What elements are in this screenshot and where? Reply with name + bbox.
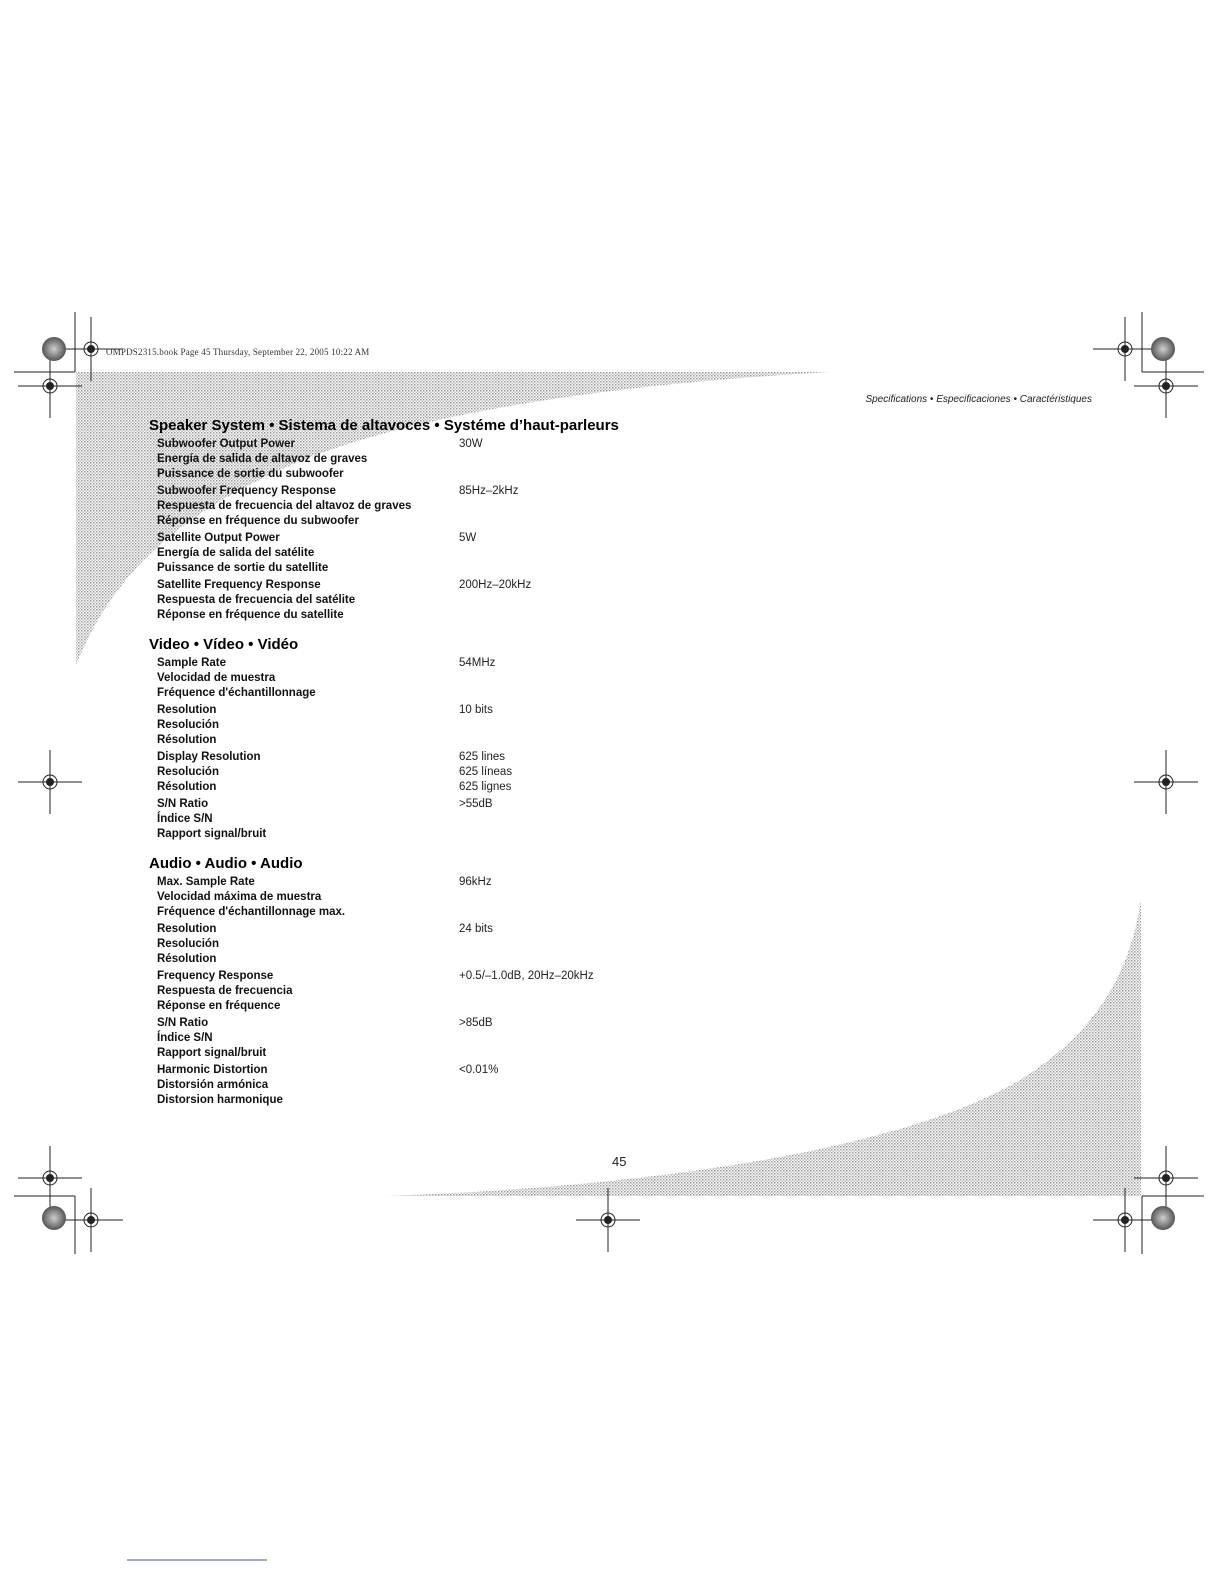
spec-label: Distorsión armónica: [157, 1079, 269, 1091]
spec-label: Puissance de sortie du subwoofer: [157, 468, 344, 480]
spec-label: Velocidad máxima de muestra: [157, 891, 322, 903]
spec-label: Display Resolution: [157, 751, 261, 763]
spec-value: <0.01%: [459, 1064, 499, 1076]
spec-value: 5W: [459, 532, 477, 544]
spec-value: 30W: [459, 438, 483, 450]
spec-label: Respuesta de frecuencia: [157, 985, 293, 997]
spec-label: Energía de salida de altavoz de graves: [157, 453, 368, 465]
spec-label: Résolution: [157, 781, 217, 793]
spec-label: Satellite Output Power: [157, 532, 280, 544]
spec-value: 54MHz: [459, 657, 496, 669]
spec-label: Max. Sample Rate: [157, 876, 255, 888]
spec-label: Respuesta de frecuencia del satélite: [157, 594, 356, 606]
spec-label: Distorsion harmonique: [157, 1094, 283, 1106]
spec-label: Velocidad de muestra: [157, 672, 276, 684]
spec-label: Satellite Frequency Response: [157, 579, 321, 591]
spec-label: Puissance de sortie du satellite: [157, 562, 329, 574]
running-header: Specifications • Especificaciones • Caractéristiques: [865, 394, 1092, 405]
spec-label: Resolución: [157, 938, 219, 950]
spec-label: Réponse en fréquence du satellite: [157, 609, 344, 621]
spec-label: Rapport signal/bruit: [157, 1047, 267, 1059]
spec-label: Frequency Response: [157, 970, 274, 982]
spec-label: Sample Rate: [157, 657, 227, 669]
spec-value: >55dB: [459, 798, 493, 810]
spec-label: Respuesta de frecuencia del altavoz de graves: [157, 500, 412, 512]
spec-label: Subwoofer Frequency Response: [157, 485, 336, 497]
spec-value: 10 bits: [459, 704, 493, 716]
spec-label: Fréquence d'échantillonnage max.: [157, 906, 346, 918]
spec-value: 625 lignes: [459, 781, 512, 793]
spec-label: Harmonic Distortion: [157, 1064, 268, 1076]
speaker-section-title: Speaker System • Sistema de altavoces • Systéme d’haut-parleurs: [149, 417, 619, 434]
spec-label: S/N Ratio: [157, 1017, 209, 1029]
spec-label: Résolution: [157, 953, 217, 965]
spec-label: Resolución: [157, 719, 219, 731]
spec-label: Réponse en fréquence du subwoofer: [157, 515, 359, 527]
spec-label: Índice S/N: [157, 813, 213, 825]
spec-value: 96kHz: [459, 876, 492, 888]
spec-value: 625 lines: [459, 751, 506, 763]
spec-value: 85Hz–2kHz: [459, 485, 519, 497]
spec-label: Índice S/N: [157, 1032, 213, 1044]
page-number: 45: [612, 1154, 627, 1169]
spec-label: Resolución: [157, 766, 219, 778]
spec-value: +0.5/–1.0dB, 20Hz–20kHz: [459, 970, 594, 982]
spec-value: 200Hz–20kHz: [459, 579, 532, 591]
spec-label: Résolution: [157, 734, 217, 746]
spec-label: Energía de salida del satélite: [157, 547, 315, 559]
spec-value: 625 líneas: [459, 766, 513, 778]
spec-label: Rapport signal/bruit: [157, 828, 267, 840]
video-section-title: Video • Vídeo • Vidéo: [149, 636, 299, 653]
spec-label: S/N Ratio: [157, 798, 209, 810]
audio-section-title: Audio • Audio • Audio: [149, 855, 303, 872]
print-slug: OMPDS2315.book Page 45 Thursday, September 22, 2005 10:22 AM: [106, 347, 370, 357]
bottom-right-swoosh: [385, 900, 1141, 1196]
spec-label: Resolution: [157, 923, 217, 935]
spec-value: 24 bits: [459, 923, 493, 935]
spec-label: Fréquence d'échantillonnage: [157, 687, 316, 699]
spec-label: Subwoofer Output Power: [157, 438, 295, 450]
spec-label: Resolution: [157, 704, 217, 716]
spec-label: Réponse en fréquence: [157, 1000, 281, 1012]
spec-value: >85dB: [459, 1017, 493, 1029]
